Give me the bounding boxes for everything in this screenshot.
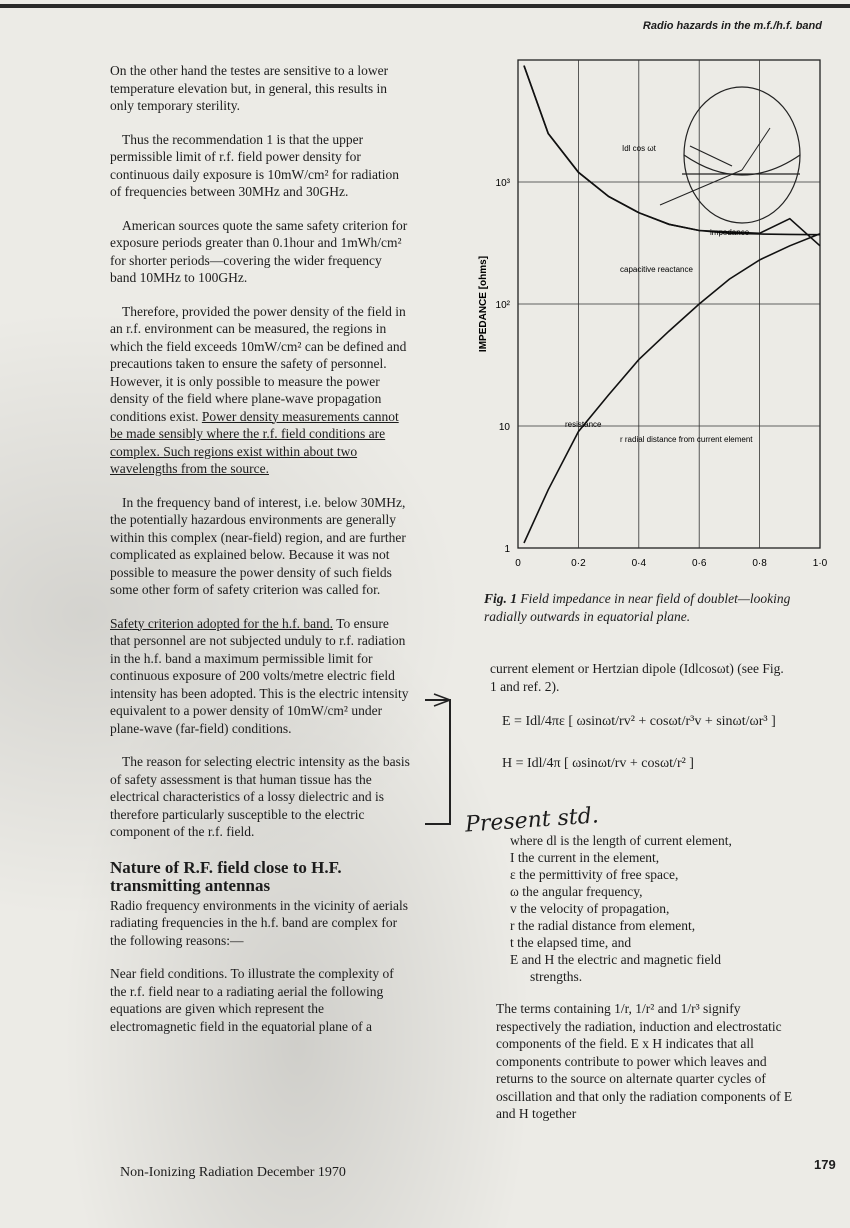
definition-line: E and H the electric and magnetic field	[510, 952, 722, 967]
y-tick-label: 10	[498, 422, 510, 433]
chart-annotation: Idl cos ωt	[622, 144, 656, 153]
y-tick-label: 10²	[495, 300, 510, 311]
equation-e: E = Idl/4πε [ ωsinωt/rv² + cosωt/r³v + sinωt/ωr³ ]	[502, 714, 776, 729]
definition-line: ω the angular frequency,	[510, 884, 643, 899]
definition-line: r the radial distance from element,	[510, 918, 696, 933]
x-tick-label: 0·8	[752, 558, 767, 569]
running-title: Radio hazards in the m.f./h.f. band	[642, 20, 822, 32]
paragraph-testes: On the other hand the testes are sensitive to a lower temperature elevation but, in general, this results in only temporary sterility.	[110, 63, 389, 113]
paragraph-reason: The reason for selecting electric intensity as the basis of safety assessment is that human tissue has the electrical characteristics of a lossy dielectric and is therefore particularly susceptible to the electric component of the r.f. field.	[110, 754, 410, 839]
paragraph-american: American sources quote the same safety criterion for exposure periods greater than 0.1hour and 1mWh/cm² for shorter periods—covering the wider frequency band 10MHz to 100GHz.	[110, 217, 408, 285]
paragraph-recommendation: Thus the recommendation 1 is that the upper permissible limit of r.f. field power density for continuous daily exposure is 10mW/cm² for radiation of frequencies between 30MHz and 30GHz.	[110, 131, 399, 199]
figure-caption-text: Field impedance in near field of doublet—looking radially outwards in equatorial plane.	[484, 591, 791, 624]
variable-definitions	[510, 832, 810, 985]
x-tick-label: 1·0	[812, 558, 828, 569]
definition-line: strengths.	[530, 969, 583, 984]
paragraph-therefore-text: Therefore, provided the power density of the field in an r.f. environment can be measured, the regions in which the field exceeds 10mW/cm² can be defined and precautions taken to ensure the safety of personnel. However, it is only possible to measure the power density of the field where plane-wave propagation conditions exist.	[110, 303, 407, 424]
definition-line: ε the permittivity of free space,	[510, 867, 679, 882]
y-tick-label: 1	[504, 544, 510, 555]
left-column	[110, 62, 410, 1051]
footer-journal: Non-Ionizing Radiation December 1970	[120, 1165, 346, 1180]
equations	[502, 700, 822, 790]
y-axis-label: IMPEDANCE [ohms]	[478, 255, 489, 353]
right-intro-text: current element or Hertzian dipole (Idlcosωt) (see Fig. 1 and ref. 2).	[490, 661, 784, 694]
chart-annotations	[565, 144, 753, 444]
paragraph-safety-criterion	[110, 615, 410, 738]
series-line-2	[524, 234, 820, 543]
figure-caption	[484, 590, 824, 626]
top-border	[0, 4, 850, 8]
definition-line: where dl is the length of current element,	[510, 833, 732, 848]
definition-line: v the velocity of propagation,	[510, 901, 670, 916]
paragraph-therefore	[110, 303, 410, 478]
series-line-0	[524, 66, 820, 235]
equation-h: H = Idl/4π [ ωsinωt/rv + cosωt/r² ]	[502, 756, 694, 771]
right-intro	[490, 660, 790, 695]
chart-annotation: impedance	[710, 228, 750, 237]
chart-grid	[518, 60, 820, 548]
chart-annotation: capacitive reactance	[620, 265, 693, 274]
paragraph-terms: The terms containing 1/r, 1/r² and 1/r³ signify respectively the radiation, induction and electrostatic components of the field. E x H indicates that all components contribute to power which leaves and returns to the source on alternate quarter cycles of oscillation and that only the radiation components of E and H together	[496, 1001, 793, 1121]
x-tick-label: 0·4	[631, 558, 647, 569]
figure-label: Fig. 1	[484, 591, 518, 606]
definition-line: I the current in the element,	[510, 850, 660, 865]
safety-criterion-heading: Safety criterion adopted for the h.f. band.	[110, 615, 334, 631]
paragraph-frequency-band: In the frequency band of interest, i.e. below 30MHz, the potentially hazardous environments are generally within this complex (near-field) region, and are further complicated as explained below. Because it was not possible to measure the power density of such fields some other form of safety criterion was called for.	[110, 494, 406, 597]
definition-line: t the elapsed time, and	[510, 935, 632, 950]
series-line-1	[524, 66, 820, 246]
handwritten-note: Present std.	[464, 803, 600, 838]
x-tick-label: 0·2	[571, 558, 586, 569]
chart-annotation: resistance	[565, 420, 602, 429]
section-heading: Nature of R.F. field close to H.F. transmitting antennas	[110, 857, 342, 895]
handwritten-bracket	[420, 692, 460, 832]
y-tick-label: 10³	[495, 178, 510, 189]
impedance-chart	[470, 40, 830, 580]
chart-annotation: r radial distance from current element	[620, 435, 753, 444]
page-number: 179	[814, 1157, 836, 1172]
dipole-sketch	[660, 87, 800, 223]
paragraph-near-field: Near field conditions. To illustrate the complexity of the r.f. field near to a radiating aerial the following equations are given which represent the electromagnetic field in the equatorial plane of a	[110, 966, 394, 1034]
underlined-note: Power density measurements cannot be made sensibly where the r.f. field conditions are complex. Such regions exist within about two wavelengths from the source.	[110, 408, 399, 476]
x-tick-label: 0·6	[691, 558, 707, 569]
paragraph-rf-environments: Radio frequency environments in the vicinity of aerials radiating frequencies in the h.f. band are complex for the following reasons:—	[110, 897, 409, 948]
chart-tick-labels	[478, 178, 828, 569]
safety-criterion-text: To ensure that personnel are not subjected unduly to r.f. radiation in the h.f. band a maximum permissible limit for continuous exposure of 200 volts/metre electric field intensity has been adopted. This is the electric intensity equivalent to a power density of 10mW/cm² under plane-wave (far-field) conditions.	[110, 615, 409, 736]
x-tick-label: 0	[515, 558, 521, 569]
